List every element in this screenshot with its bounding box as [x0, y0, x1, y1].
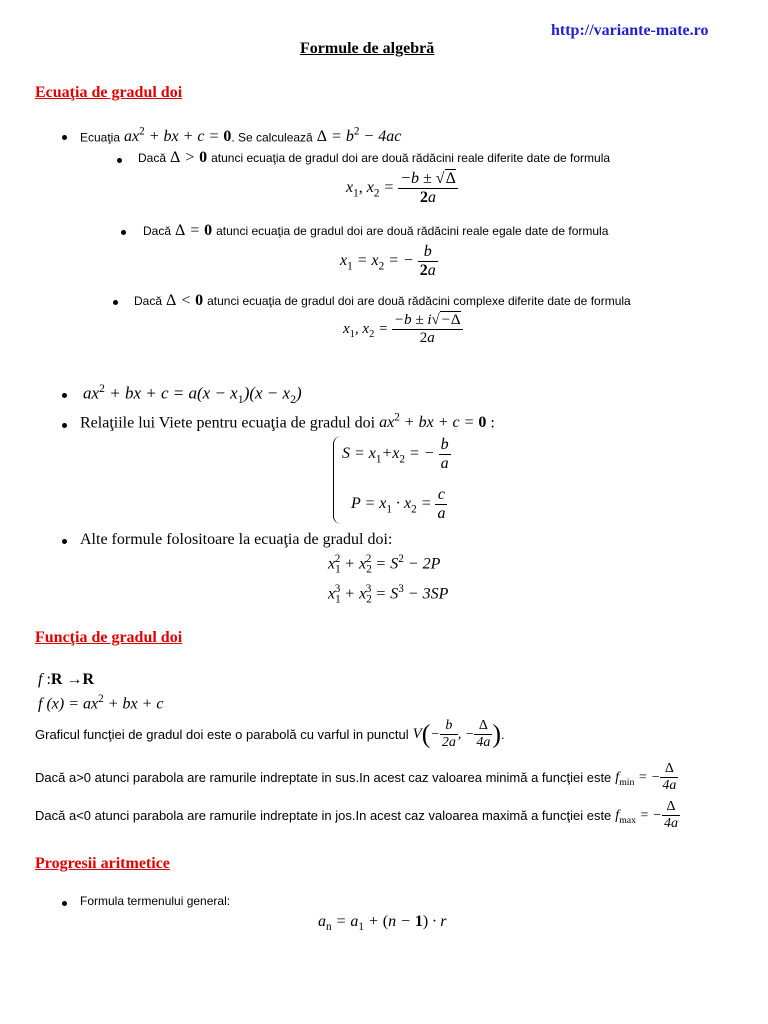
bullet — [62, 393, 67, 398]
case-negative: Dacă Δ < 0 atunci ecuaţia de gradul doi are două rădăcini complexe diferite date de formula — [134, 292, 631, 309]
equation-line — [80, 126, 401, 146]
viete-sum: $S = x_1+x_2$ = − $\frac{b}{a}$ — [342, 436, 449, 472]
other-formulas-label: Alte formule folositoare la ecuaţia de gradul doi: — [80, 531, 393, 548]
sum-of-cubes-formula: $x_1^3 + x_2^3 = S^3 - 3SP$ — [328, 583, 449, 606]
max-value-line: Dacă a<0 atunci parabola are ramurile indreptate in jos.In acest caz valoarea maximă a funcţiei este $f_{max}$ = − $\frac{\Delta}{4a}$ — [35, 799, 678, 831]
section-heading-function: Funcţia de gradul doi — [35, 629, 183, 646]
equation-intro: Ecuaţia — [80, 130, 121, 145]
quadratic-equation: $ax^2$ + bx + c = 0 — [124, 126, 232, 146]
bullet — [62, 135, 67, 140]
viete-product: $P = x_1 \cdot x_2$ = $\frac{c}{a}$ — [351, 486, 446, 522]
bullet — [113, 300, 118, 305]
discriminant-formula: $\Delta = b^2 - 4ac$ — [316, 126, 402, 146]
general-term-label: Formula termenului general: — [80, 894, 231, 908]
bullet — [117, 158, 122, 163]
function-definition: f $(x) = ax^2$ + bx + c — [38, 693, 164, 713]
bullet — [62, 901, 67, 906]
viete-line: Relaţiile lui Viete pentru ecuaţia de gradul doi $ax^2$ + bx + c = 0 : — [80, 412, 495, 432]
formula-roots-real-distinct: $x_1$, $x_2$ = $\frac{-b \pm √\Delta}{2a}$ — [346, 170, 456, 206]
sum-of-squares-formula: $x_1^2 + x_2^2 = S^2 - 2P$ — [328, 553, 441, 576]
page-title: Formule de algebră — [300, 40, 435, 57]
bullet — [121, 230, 126, 235]
general-term-formula: $a_n = a_1 + (n - 1) \cdot r$ — [318, 913, 447, 934]
case-positive: Dacă Δ > 0 atunci ecuaţia de gradul doi are două rădăcini reale diferite date de formula — [138, 149, 611, 166]
formula-roots-complex: $x_1$, $x_2$ = $\frac{-b \pm i√-\Delta}{2a}$ — [343, 312, 461, 346]
viete-brace — [333, 436, 342, 524]
equation-mid: . Se calculează — [231, 130, 313, 145]
section-heading-arith: Progresii aritmetice — [35, 855, 170, 872]
case-zero: Dacă Δ = 0 atunci ecuaţia de gradul doi are două rădăcini reale egale date de formula — [143, 222, 609, 239]
site-url[interactable]: http://variante-mate.ro — [551, 22, 709, 39]
factored-form: $ax^2$ + bx + $c = a(x - x_1)(x - x_2)$ — [83, 381, 302, 407]
section-heading-quadratic: Ecuaţia de gradul doi — [35, 84, 183, 101]
function-domain: f :R →R — [38, 671, 95, 688]
min-value-line: Dacă a>0 atunci parabola are ramurile indreptate in sus.In acest caz valoarea minimă a funcţiei este $f_{min}$ = − $\frac{\Delta}{4a}$ — [35, 761, 677, 793]
bullet — [62, 539, 67, 544]
formula-roots-real-equal: $x_1 = x_2$ = − $\frac{b}{2a}$ — [340, 243, 436, 279]
bullet — [62, 423, 67, 428]
vertex-line: Graficul funcţiei de gradul doi este o parabolă cu varful in punctul V(− $\frac{b}{2a}$ , − $\frac{\Delta}{4a}$ ). — [35, 718, 505, 750]
